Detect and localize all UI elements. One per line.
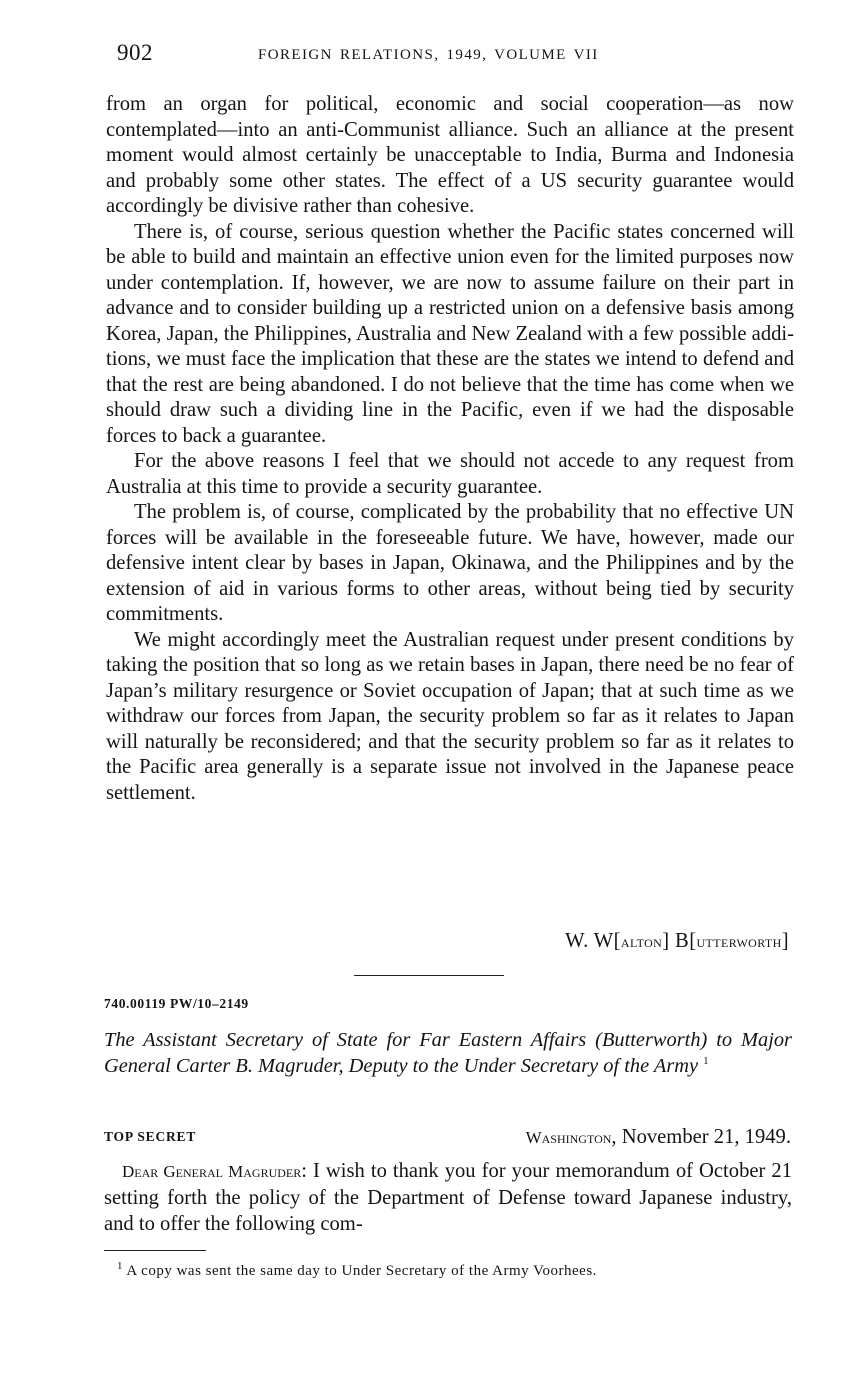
signature (565, 930, 789, 953)
letter-body (104, 1158, 792, 1237)
signature-part: alton (620, 932, 663, 951)
footnote-marker: 1 (117, 1260, 123, 1272)
dateline-date: , November 21, 1949. (611, 1126, 791, 1148)
classification-label: TOP SECRET (104, 1129, 197, 1144)
paragraph-continued: from an organ for political, economic and social cooperation—as now contemplated—into an anti-Communist alliance. Such an alliance at the present moment would almost certainly be unacceptable to India, Burma and Indonesia and probably some other states. The effect of a US security guarantee would accordingly be divisive rather than cohesive. (106, 93, 794, 217)
body-text (106, 92, 794, 806)
footnote-rule (104, 1250, 206, 1251)
footnote-reference[interactable]: 1 (703, 1054, 709, 1067)
footnote-text: A copy was sent the same day to Under Secretary of the Army Voorhees. (123, 1263, 597, 1279)
letter-opening-text: I wish to thank you for your memorandum of October 21 setting forth the policy of the Department of Defense toward Japanese industry, and to offer the following com- (104, 1160, 792, 1235)
paragraph: We might accordingly meet the Australian request under present conditions by taking the position that so long as we retain bases in Japan, there need be no fear of Japan’s military resurgence or Soviet occupation of Japan; that at such time as we withdraw our forces from Japan, the security problem so far as it relates to Japan will naturally be reconsidered; and that the security problem so far as it relates to the Pacific area generally is a separate issue not involved in the Japanese peace settlement. (106, 628, 794, 804)
running-header (117, 40, 677, 74)
footnote (117, 1260, 597, 1280)
dateline (526, 1126, 791, 1149)
paragraph: There is, of course, serious question whether the Pacific states concerned will be able to build and maintain an effective union even for the limited purposes now under contemplation. If, however, we are now to assume failure on their part in advance and to consider building up a restricted union on a defensive basis among Korea, Japan, the Philippines, Australia and New Zealand with a few possible additions, we must face the implication that these are the states we intend to defend and that the rest are being abandoned. I do not believe that the time has come when we should draw such a dividing line in the Pacific, even if we had the disposable forces to back a guarantee. (106, 220, 794, 447)
signature-part: utterworth (696, 932, 782, 951)
file-number: 740.00119 PW/10–2149 (104, 996, 249, 1011)
signature-part: W. W[ (565, 930, 621, 952)
page-number: 902 (117, 40, 153, 65)
salutation-punct: : (301, 1160, 314, 1182)
signature-part: ] B[ (662, 930, 697, 952)
document-heading (104, 1028, 792, 1079)
section-divider (354, 975, 504, 976)
paragraph: For the above reasons I feel that we should not accede to any request from Australia at this time to provide a security guarantee. (106, 450, 794, 498)
salutation: Dear General Magruder (122, 1162, 302, 1181)
signature-part: ] (781, 930, 789, 952)
running-title: FOREIGN RELATIONS, 1949, VOLUME VII (258, 47, 599, 63)
paragraph: The problem is, of course, complicated by the probability that no effective UN forces will be available in the foreseeable future. We have, however, made our defensive intent clear by bases in Japan, Okinawa, and the Philippines and by the extension of aid in various forms to other areas, without being tied by security commitments. (106, 501, 794, 625)
document-heading-text: The Assistant Secretary of State for Far Eastern Affairs (Butterworth) to Major General Carter B. Magruder, Deputy to the Under Secretary of the Army (104, 1029, 792, 1077)
letter-opening (104, 1158, 792, 1237)
dateline-place: Washington (525, 1128, 612, 1147)
